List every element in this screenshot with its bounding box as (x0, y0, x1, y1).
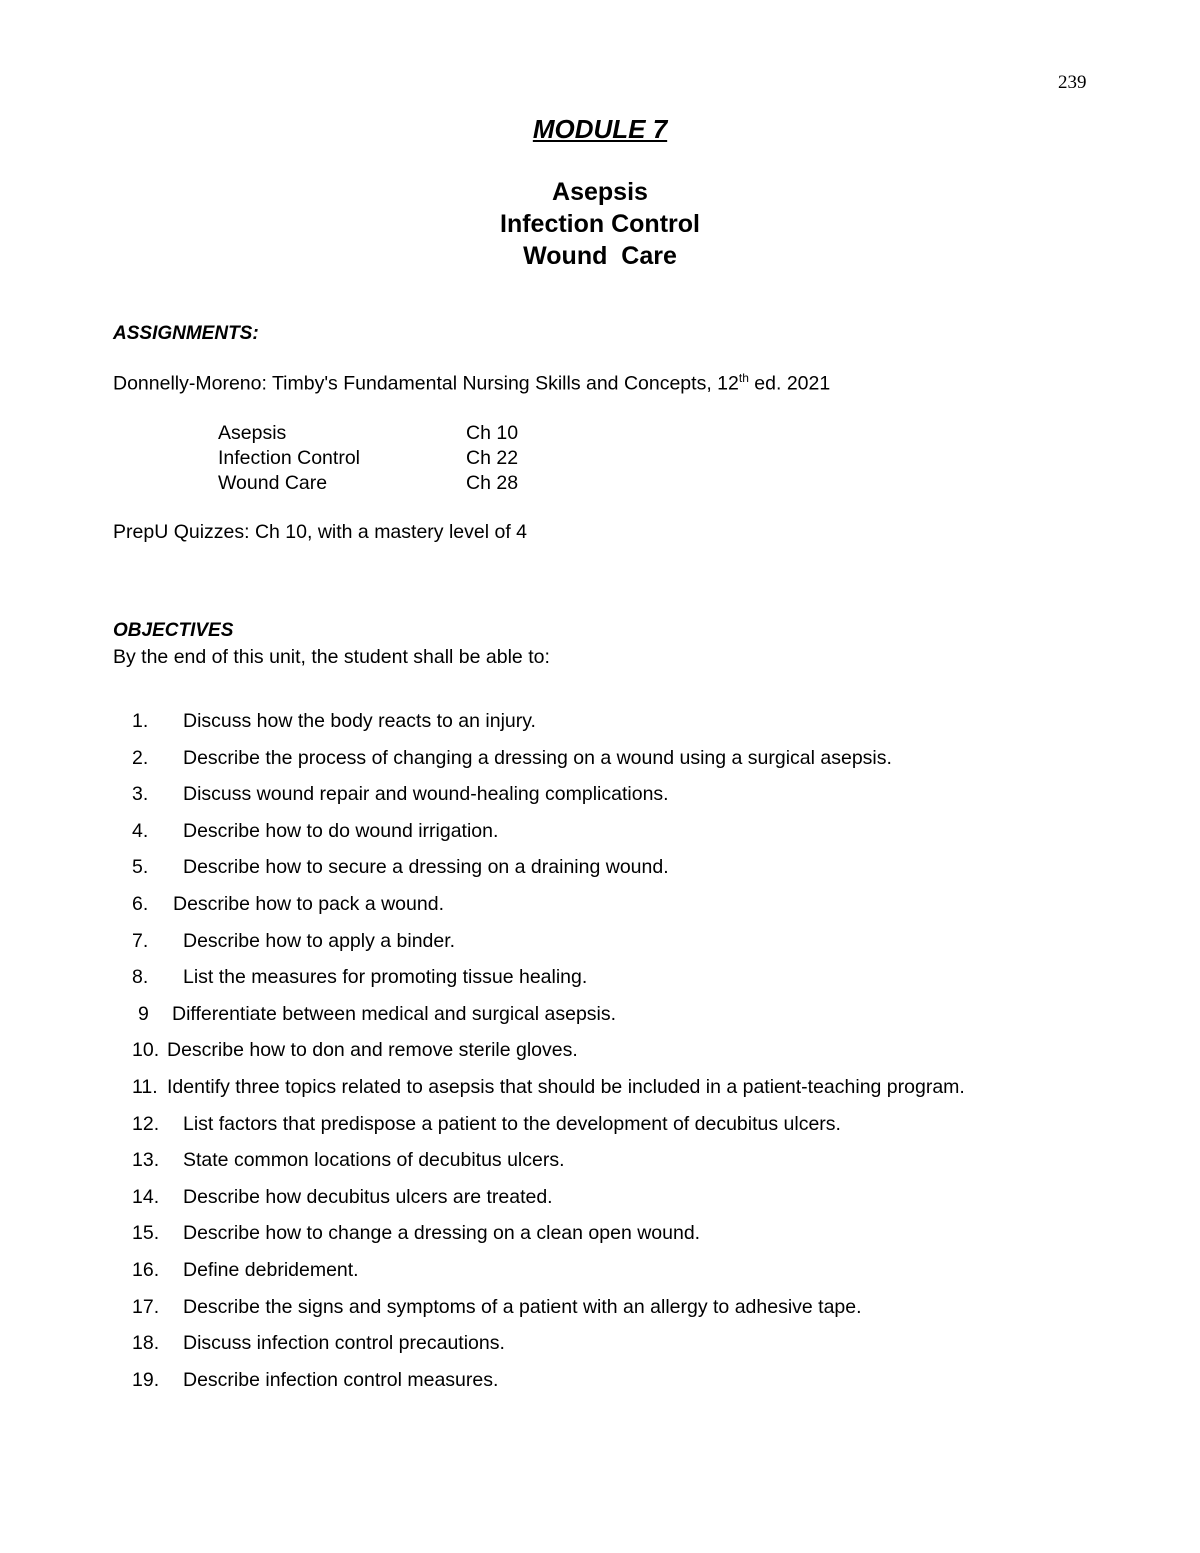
objective-text: Describe how to pack a wound. (173, 892, 444, 915)
objective-number: 9 (138, 1002, 149, 1025)
objective-number: 17. (132, 1295, 160, 1318)
edition-superscript: th (738, 371, 749, 385)
objective-text: Describe infection control measures. (183, 1368, 499, 1391)
list-item (132, 1362, 965, 1399)
objective-text: Describe the signs and symptoms of a patient with an allergy to adhesive tape. (183, 1295, 862, 1318)
objective-number: 7. (132, 929, 149, 952)
objective-text: List factors that predispose a patient to the development of decubitus ulcers. (183, 1112, 841, 1135)
objective-number: 19. (132, 1368, 160, 1391)
objective-number: 14. (132, 1185, 160, 1208)
chapter-topic: Asepsis (218, 422, 287, 444)
objective-number: 4. (132, 819, 149, 842)
assignments-heading: ASSIGNMENTS: (113, 323, 259, 344)
list-item (132, 1215, 965, 1252)
objective-number: 2. (132, 746, 149, 769)
objective-number: 6. (132, 892, 149, 915)
objective-number: 11. (132, 1075, 158, 1098)
objective-text: Discuss infection control precautions. (183, 1332, 505, 1355)
objective-text: Describe how to apply a binder. (183, 929, 456, 952)
objective-number: 8. (132, 966, 149, 989)
chapter-row (218, 421, 518, 446)
objectives-heading: OBJECTIVES (113, 620, 234, 641)
list-item (132, 776, 965, 813)
list-item (132, 1106, 965, 1143)
list-item (132, 1179, 965, 1216)
objective-text: Differentiate between medical and surgical asepsis. (172, 1002, 617, 1025)
list-item (132, 1069, 965, 1106)
objective-text: Describe the process of changing a dressing on a wound using a surgical asepsis. (183, 746, 892, 769)
module-subtitles (0, 176, 1200, 272)
page-number: 239 (1058, 72, 1087, 93)
objectives-list (132, 703, 965, 1398)
list-item (132, 703, 965, 740)
objective-number: 12. (132, 1112, 160, 1135)
chapter-table (218, 421, 518, 496)
chapter-row (218, 471, 518, 496)
objective-text: Describe how decubitus ulcers are treated. (183, 1185, 553, 1208)
subtitle-infection-control: Infection Control (500, 210, 700, 238)
list-item (132, 1289, 965, 1326)
textbook-edition: ed. 2021 (748, 372, 831, 395)
subtitle-wound-care: Wound Care (523, 242, 677, 270)
chapter-number: Ch 28 (466, 472, 519, 494)
objective-text: Describe how to don and remove sterile gloves. (167, 1039, 578, 1062)
chapter-number: Ch 22 (466, 447, 519, 469)
chapter-row (218, 446, 518, 471)
list-item (132, 1325, 965, 1362)
objective-number: 1. (132, 710, 149, 732)
objective-text: Describe how to do wound irrigation. (183, 819, 499, 842)
textbook-title: Donnelly-Moreno: Timby's Fundamental Nursing Skills and Concepts, 12 (113, 372, 739, 395)
objective-text: Discuss how the body reacts to an injury. (183, 710, 536, 732)
objective-number: 18. (132, 1332, 160, 1355)
list-item (132, 849, 965, 886)
module-title: MODULE 7 (532, 114, 668, 144)
list-item (132, 1142, 965, 1179)
objective-number: 15. (132, 1222, 160, 1245)
objectives-intro: By the end of this unit, the student shall be able to: (113, 646, 550, 668)
objective-text: Describe how to secure a dressing on a draining wound. (183, 856, 669, 879)
objective-text: Describe how to change a dressing on a clean open wound. (183, 1222, 701, 1245)
objective-number: 3. (132, 783, 149, 806)
chapter-number: Ch 10 (466, 422, 519, 444)
objective-text: State common locations of decubitus ulcers. (183, 1149, 565, 1172)
objective-text: List the measures for promoting tissue healing. (183, 966, 588, 989)
objective-number: 10. (132, 1039, 160, 1062)
objective-text: Identify three topics related to asepsis that should be included in a patient-teaching program. (167, 1075, 965, 1098)
list-item (132, 996, 965, 1033)
list-item (132, 959, 965, 996)
subtitle-asepsis: Asepsis (552, 178, 648, 206)
textbook-reference (113, 371, 830, 396)
list-item (132, 740, 965, 777)
list-item (132, 923, 965, 960)
chapter-topic: Wound Care (218, 472, 328, 494)
list-item (132, 1032, 965, 1069)
list-item (132, 886, 965, 923)
prepu-quizzes: PrepU Quizzes: Ch 10, with a mastery level of 4 (113, 521, 528, 543)
objective-number: 5. (132, 856, 149, 879)
objective-text: Define debridement. (183, 1258, 359, 1281)
chapter-topic: Infection Control (218, 447, 360, 469)
objective-number: 16. (132, 1258, 160, 1281)
objective-text: Discuss wound repair and wound-healing complications. (183, 783, 669, 806)
list-item (132, 1252, 965, 1289)
list-item (132, 813, 965, 850)
objective-number: 13. (132, 1149, 160, 1172)
